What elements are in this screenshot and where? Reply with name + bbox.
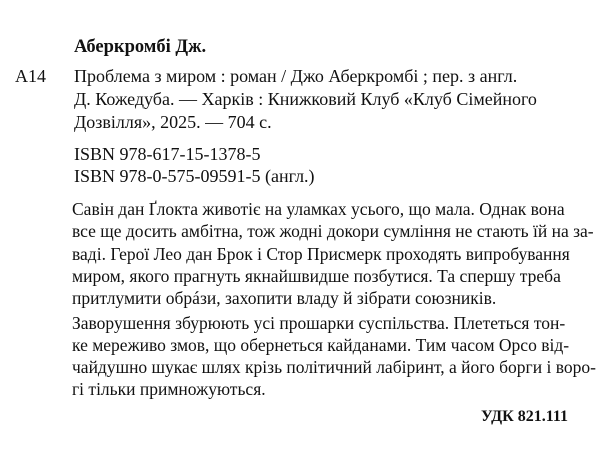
bibliographic-line: Дозвілля», 2025. — 704 с. — [74, 112, 272, 132]
isbn-line: ISBN 978-617-15-1378-5 — [74, 144, 261, 164]
catalog-code: А14 — [15, 66, 46, 86]
annotation-line: чайдушно шукає шлях крізь політичний лабіринт, а його борги і воро- — [72, 357, 596, 377]
isbn-line: ISBN 978-0-575-09591-5 (англ.) — [74, 166, 315, 186]
bibliographic-line: Проблема з миром : роман / Джо Аберкромбі ; пер. з англ. — [74, 66, 518, 86]
annotation-line: Савін дан Ґлокта животіє на уламках усього, що мала. Однак вона — [72, 199, 565, 219]
annotation-line: миром, якого прагнуть якнайшвидше позбутися. Та спершу треба — [72, 266, 561, 286]
author-heading: Аберкромбі Дж. — [74, 37, 207, 57]
annotation-line: ваді. Герої Лео дан Брок і Стор Присмерк проходять випробування — [72, 244, 570, 264]
udk-code: УДК 821.111 — [481, 408, 568, 425]
annotation-line: Заворушення збурюють усі прошарки суспільства. Плететься тон- — [72, 313, 566, 333]
annotation-line: гі тільки примножуються. — [72, 379, 266, 399]
bibliographic-line: Д. Кожедуба. — Харків : Книжковий Клуб «Клуб Сімейного — [74, 89, 537, 109]
annotation-line: притлумити обрáзи, захопити владу й зібрати союзників. — [72, 288, 497, 308]
annotation-line: ке мереживо змов, що обернеться кайданами. Тим часом Орсо від- — [72, 335, 570, 355]
annotation-line: все ще досить амбітна, тож жодні докори сумління не стають їй на за- — [72, 221, 594, 241]
